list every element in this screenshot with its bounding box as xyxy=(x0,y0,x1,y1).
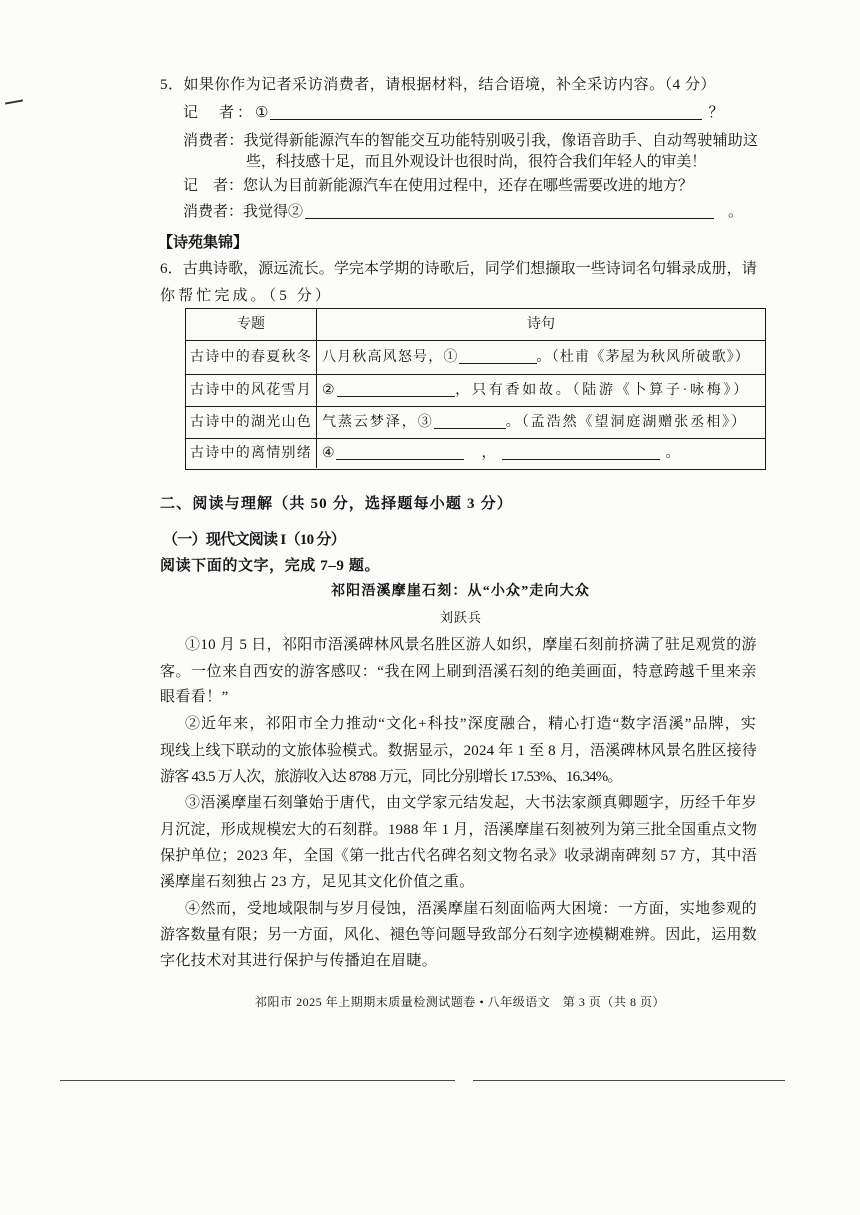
table-cell-topic xyxy=(186,407,316,438)
verse-text xyxy=(322,349,750,367)
poetry-table xyxy=(185,308,766,470)
verse-comma: ， xyxy=(481,445,496,461)
topic-text: 古诗中的风花雪月 xyxy=(190,382,312,398)
paragraph-1-line-1: ①10 月 5 日，祁阳市浯溪碑林风景名胜区游人如织，摩崖石刻前挤满了驻足观赏的游 xyxy=(185,637,757,653)
verse-blank xyxy=(459,350,537,364)
part-heading: （一）现代文阅读 I（10 分） xyxy=(163,532,345,548)
paragraph-2-line-2: 现线上线下联动的文旅体验模式。数据显示，2024 年 1 至 8 月，浯溪碑林风景名胜区接待 xyxy=(160,743,758,759)
table-cell-topic xyxy=(186,439,316,468)
question-5-stem: 5．如果你作为记者采访消费者，请根据材料，结合语境，补全采访内容。（4 分） xyxy=(160,77,717,93)
article-author: 刘跃兵 xyxy=(440,610,482,625)
verse-blank xyxy=(434,415,506,429)
paragraph-1-line-2: 客。一位来自西安的游客感叹：“我在网上刷到浯溪石刻的绝美画面，特意跨越千里来亲 xyxy=(160,664,757,680)
verse-pre: 八月秋高风怒号，① xyxy=(322,349,459,365)
table-cell-topic xyxy=(186,375,316,406)
verse-post: 。 xyxy=(665,445,680,461)
verse-post: 。（孟浩然《望洞庭湖赠张丞相》） xyxy=(505,414,748,430)
question-6-stem-line-2: 你帮忙完成。（5 分） xyxy=(160,288,333,304)
section-heading: 二、阅读与理解（共 50 分，选择题每小题 3 分） xyxy=(160,496,513,512)
header-verse: 诗句 xyxy=(527,316,555,332)
consumer-answer-text: 我觉得新能源汽车的智能交互功能特别吸引我，像语音助手、自动驾驶辅助这 xyxy=(243,133,758,149)
paragraph-4-line-2: 游客数量有限；另一方面，风化、褪色等问题导致部分石刻字迹模糊难辨。因此，运用数 xyxy=(160,927,758,943)
table-cell-verse xyxy=(316,341,765,374)
reporter-label: 记 者： xyxy=(183,105,256,121)
table-row xyxy=(186,340,765,374)
header-topic: 专题 xyxy=(237,316,265,332)
interview-consumer-line-2 xyxy=(183,202,743,222)
article-title: 祁阳浯溪摩崖石刻：从“小众”走向大众 xyxy=(331,584,591,599)
consumer-label: 消费者： xyxy=(183,133,244,149)
verse-pre: ④ xyxy=(322,445,335,461)
table-cell-verse xyxy=(316,375,765,406)
table-header-cell xyxy=(316,309,765,340)
table-cell-verse xyxy=(316,407,765,438)
blank-marker-1: ① xyxy=(255,105,269,121)
answer-blank-1 xyxy=(270,106,702,120)
answer-blank-2 xyxy=(305,205,714,219)
question-mark: ？ xyxy=(708,105,724,121)
interview-consumer-line-1 xyxy=(183,131,758,151)
reporter-question-text: 您认为目前新能源汽车在使用过程中，还存在哪些需要改进的地方？ xyxy=(243,178,694,194)
paragraph-3-line-4: 溪摩崖石刻独占 23 方，足见其文化价值之重。 xyxy=(160,874,475,890)
interview-reporter-line-2 xyxy=(183,176,693,196)
paragraph-4-line-1: ④然而，受地域限制与岁月侵蚀，浯溪摩崖石刻面临两大困境：一方面，实地参观的 xyxy=(185,901,758,917)
reading-instruction: 阅读下面的文字，完成 7–9 题。 xyxy=(160,558,381,574)
verse-text xyxy=(322,414,747,432)
verse-pre: ② xyxy=(322,382,338,398)
paragraph-1-line-3: 眼看看！” xyxy=(160,689,229,705)
page-footer: 祁阳市 2025 年上期期末质量检测试题卷 • 八年级语文 第 3 页（共 8 页） xyxy=(255,995,666,1009)
verse-text xyxy=(322,382,750,400)
paragraph-2-line-1: ②近年来，祁阳市全力推动“文化+科技”深度融合，精心打造“数字浯溪”品牌，实 xyxy=(185,716,757,732)
table-row xyxy=(186,406,765,438)
scan-edge-line xyxy=(60,1080,455,1081)
paragraph-3-line-3: 保护单位；2023 年，全国《第一批古代名碑名刻文物名录》收录湖南碑刻 57 方，其中浯 xyxy=(160,848,758,864)
reporter-label: 记 者： xyxy=(183,178,244,194)
scan-edge-line xyxy=(473,1080,785,1081)
paragraph-2-line-3: 游客 43.5 万人次，旅游收入达 8788 万元，同比分别增长 17.53%、16.34%。 xyxy=(160,769,622,785)
verse-text xyxy=(322,445,680,463)
verse-pre: 气蒸云梦泽，③ xyxy=(322,414,434,430)
paragraph-4-line-3: 字化技术对其进行保护与传播迫在眉睫。 xyxy=(160,953,438,969)
interview-reporter-line-1 xyxy=(183,103,723,123)
table-header-cell xyxy=(186,309,316,340)
table-row xyxy=(186,438,765,468)
table-cell-verse xyxy=(316,439,765,468)
topic-text: 古诗中的离情别绪 xyxy=(190,445,312,461)
table-row xyxy=(186,374,765,406)
paragraph-3-line-2: 月沉淀，形成规模宏大的石刻群。1988 年 1 月，浯溪摩崖石刻被列为第三批全国重点文物 xyxy=(160,822,758,838)
interview-consumer-line-1-cont: 些，科技感十足，而且外观设计也很时尚，很符合我们年轻人的审美！ xyxy=(246,154,707,170)
topic-text: 古诗中的春夏秋冬 xyxy=(190,349,312,365)
question-6-stem-line-1: 6．古典诗歌，源远流长。学完本学期的诗歌后，同学们想撷取一些诗词名句辑录成册，请 xyxy=(160,261,757,277)
scan-mark xyxy=(5,99,23,104)
topic-text: 古诗中的湖光山色 xyxy=(190,414,312,430)
verse-blank xyxy=(336,446,464,460)
paragraph-3-line-1: ③浯溪摩崖石刻肇始于唐代，由文学家元结发起，大书法家颜真卿题字，历经千年岁 xyxy=(185,795,758,811)
verse-blank xyxy=(337,383,455,397)
poetry-section-title: 【诗苑集锦】 xyxy=(158,235,249,251)
full-stop: 。 xyxy=(728,204,744,220)
verse-post: ，只有香如故。（陆游《卜算子·咏梅》） xyxy=(455,382,751,398)
table-header-row xyxy=(186,309,765,340)
verse-post: 。（杜甫《茅屋为秋风所破歌》） xyxy=(536,349,751,365)
verse-blank xyxy=(502,446,660,460)
consumer-label: 消费者： xyxy=(183,204,244,220)
table-cell-topic xyxy=(186,341,316,374)
consumer-answer-prefix: 我觉得② xyxy=(243,204,304,220)
